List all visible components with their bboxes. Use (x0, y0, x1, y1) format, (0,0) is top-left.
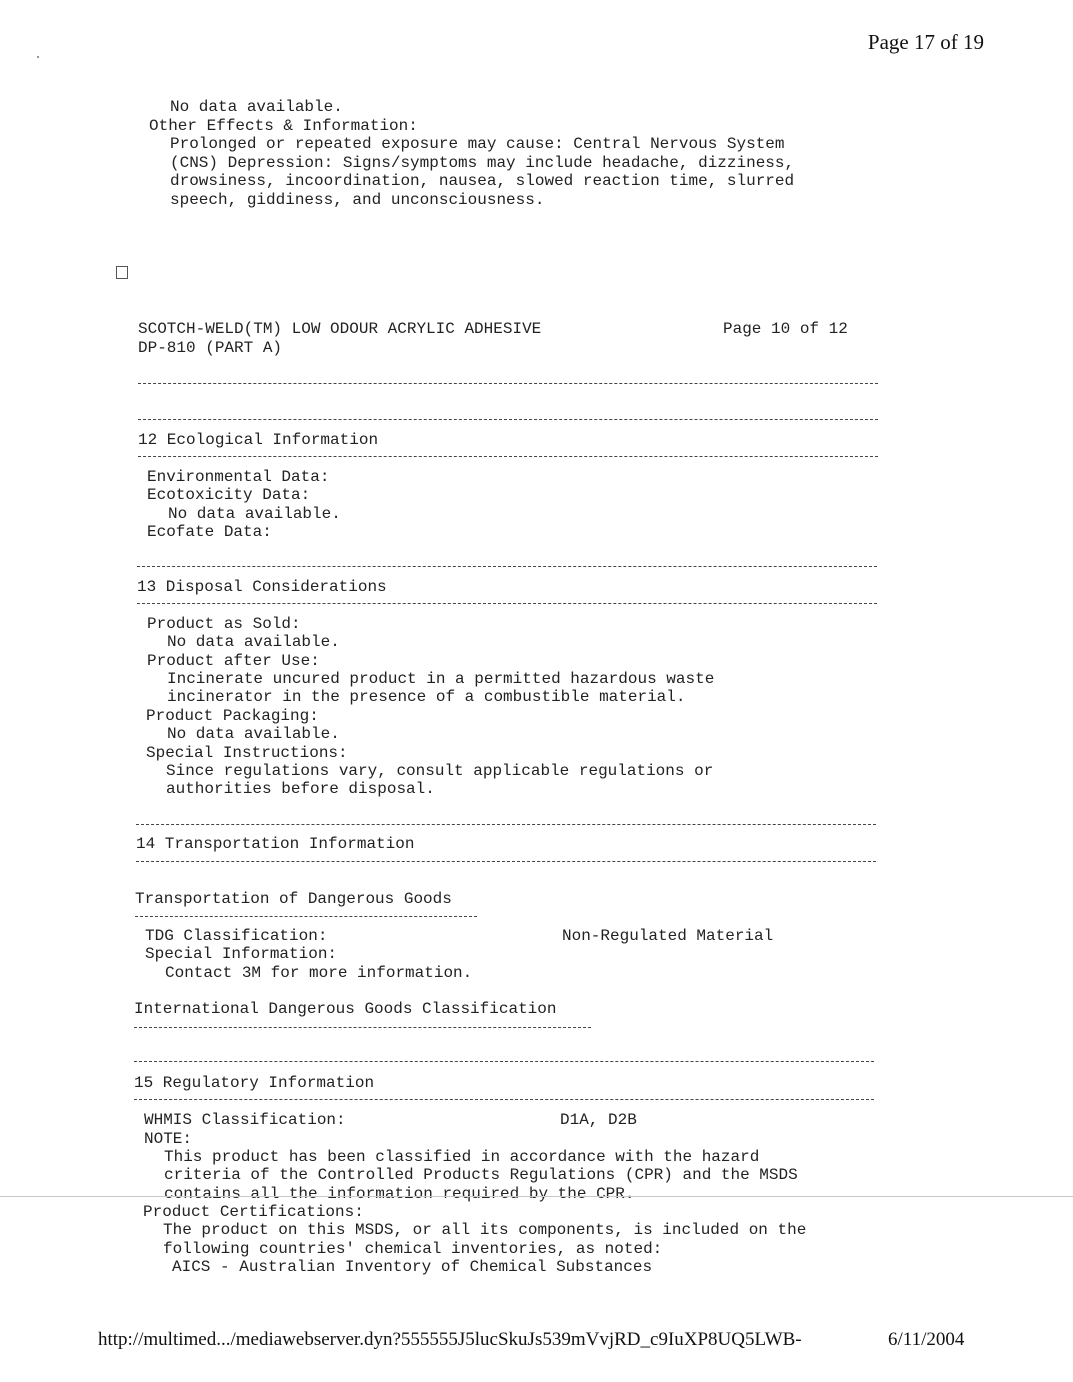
tdg-classification-value: Non-Regulated Material (562, 927, 774, 945)
checkbox-glyph (116, 266, 128, 279)
aics-entry: AICS - Australian Inventory of Chemical Substances (172, 1258, 653, 1276)
scan-speck (37, 56, 39, 58)
tdg-heading: Transportation of Dangerous Goods (135, 890, 452, 908)
note-label: NOTE: (144, 1130, 193, 1148)
product-packaging-value: No data available. (167, 725, 340, 743)
section-12-title: 12 Ecological Information (138, 431, 379, 449)
effects-line: drowsiness, incoordination, nausea, slowed reaction time, slurred (170, 172, 795, 190)
product-packaging-label: Product Packaging: (146, 707, 319, 725)
product-name: SCOTCH-WELD(TM) LOW ODOUR ACRYLIC ADHESIVE (138, 320, 542, 338)
product-certifications-label: Product Certifications: (143, 1203, 364, 1221)
section-14-title: 14 Transportation Information (136, 835, 415, 853)
special-instructions-label: Special Instructions: (146, 744, 348, 762)
effects-line: (CNS) Depression: Signs/symptoms may include headache, dizziness, (170, 153, 795, 172)
dashed-divider (137, 603, 877, 604)
dashed-divider (134, 1099, 874, 1100)
scan-fold-line (0, 1196, 1073, 1197)
other-effects-heading: Other Effects & Information: (149, 117, 418, 135)
dashed-divider (138, 456, 878, 457)
special-instructions-line: authorities before disposal. (166, 780, 435, 798)
ecotoxicity-value: No data available. (168, 505, 341, 523)
dashed-divider (138, 419, 878, 420)
whmis-label: WHMIS Classification: (144, 1111, 346, 1129)
dashed-underline (135, 916, 477, 917)
special-information-label: Special Information: (145, 945, 338, 963)
dashed-divider (136, 824, 876, 825)
dashed-divider (138, 383, 878, 384)
note-line: criteria of the Controlled Products Regulations (CPR) and the MSDS (164, 1166, 798, 1184)
footer-url: http://multimed.../mediawebserver.dyn?555555J5lucSkuJs539mVvjRD_c9IuXP8UQ5LWB- (98, 1329, 802, 1350)
intl-dg-heading: International Dangerous Goods Classification (134, 1000, 557, 1018)
environmental-data-label: Environmental Data: (147, 468, 330, 486)
product-code: DP-810 (PART A) (138, 339, 283, 357)
after-use-line: incinerator in the presence of a combustible material. (167, 688, 686, 706)
effects-line: Prolonged or repeated exposure may cause: Central Nervous System (170, 135, 785, 153)
dashed-underline (134, 1027, 591, 1028)
special-information-value: Contact 3M for more information. (165, 964, 473, 982)
special-instructions-line: Since regulations vary, consult applicable regulations or (166, 762, 714, 780)
certifications-line: The product on this MSDS, or all its components, is included on the (163, 1221, 807, 1239)
whmis-value: D1A, D2B (560, 1111, 637, 1129)
product-as-sold-label: Product as Sold: (147, 615, 301, 633)
ecotoxicity-label: Ecotoxicity Data: (147, 486, 311, 504)
tdg-classification-label: TDG Classification: (145, 927, 328, 945)
note-line: This product has been classified in accordance with the hazard (164, 1148, 760, 1166)
note-line: contains all the information required by the CPR. (164, 1185, 635, 1203)
product-after-use-label: Product after Use: (147, 652, 320, 670)
inner-page-number: Page 10 of 12 (723, 320, 848, 338)
dashed-divider (136, 861, 876, 862)
section-15-title: 15 Regulatory Information (134, 1074, 375, 1092)
section-13-title: 13 Disposal Considerations (137, 578, 387, 596)
dashed-divider (137, 566, 877, 567)
product-as-sold-value: No data available. (167, 633, 340, 651)
ecofate-label: Ecofate Data: (147, 523, 272, 541)
dashed-divider (134, 1061, 874, 1062)
fax-page-number: Page 17 of 19 (867, 30, 984, 54)
effects-line: speech, giddiness, and unconsciousness. (170, 190, 545, 209)
certifications-line: following countries' chemical inventories, as noted: (163, 1240, 663, 1258)
no-data-text: No data available. (170, 98, 343, 116)
footer-date: 6/11/2004 (888, 1329, 965, 1350)
after-use-line: Incinerate uncured product in a permitted hazardous waste (167, 670, 715, 688)
